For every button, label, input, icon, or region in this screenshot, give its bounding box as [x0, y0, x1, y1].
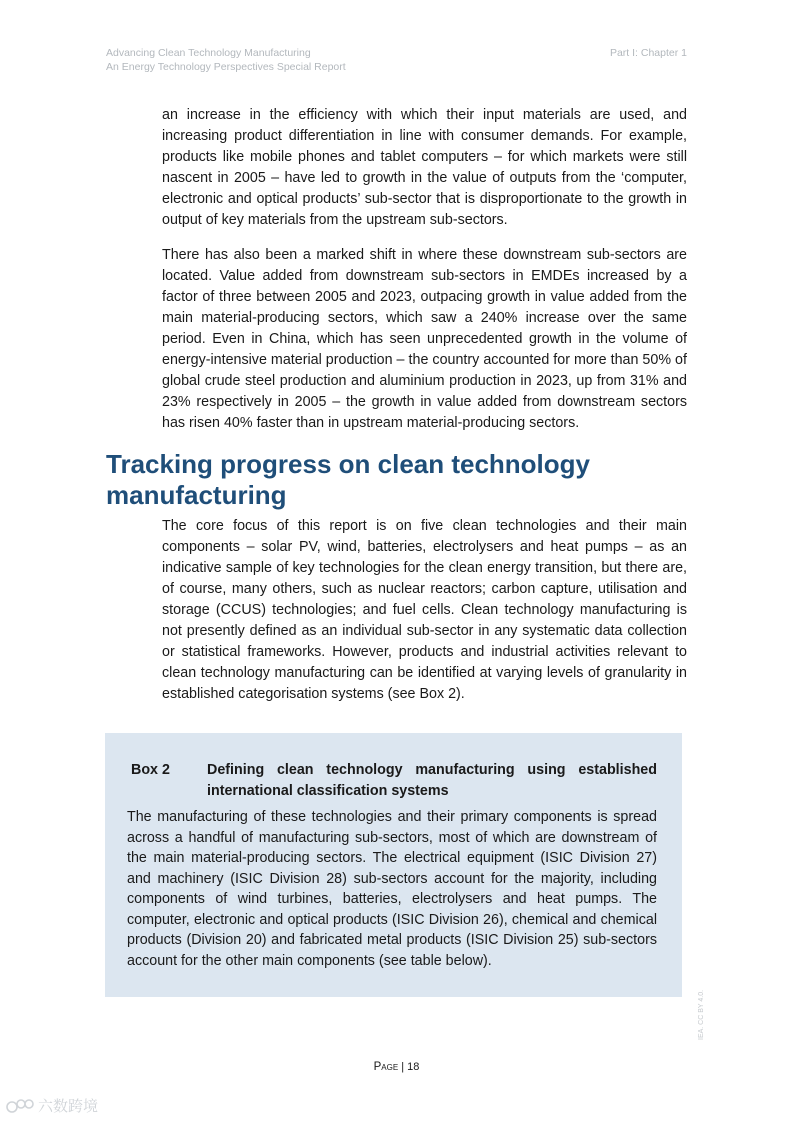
license-note: IEA. CC BY 4.0.	[698, 989, 705, 1040]
box-label: Box 2	[131, 762, 170, 778]
page-separator: |	[401, 1061, 405, 1073]
running-header	[106, 46, 346, 74]
page-footer	[0, 1061, 793, 1073]
chapter-label: Part I: Chapter 1	[609, 47, 687, 59]
box-body-text: The manufacturing of these technologies and their primary components is spread across a handful of manufacturing sub-sectors, most of which are downstream of the main material-producing sectors. The electrical equipment (ISIC Division 27) and machinery (ISIC Division 28) sub-sectors account for the majority, including components of wind turbines, batteries, electrolysers and heat pumps. The computer, electronic and optical products (ISIC Division 26), chemical and chemical products (Division 20) and fabricated metal products (ISIC Division 25) sub-sectors account for the other main components (see table below).	[127, 809, 657, 969]
report-title: Advancing Clean Technology Manufacturing	[106, 47, 311, 59]
section-heading: Tracking progress on clean technology manufacturing	[106, 449, 591, 510]
watermark	[6, 1095, 98, 1116]
body-paragraph-3: The core focus of this report is on five clean technologies and their main components – solar PV, wind, batteries, electrolysers and heat pumps – as an indicative sample of key technologies for the clean energy transition, but there are, of course, many others, such as nuclear reactors; carbon capture, utilisation and storage (CCUS) technologies; and fuel cells. Clean technology manufacturing is not presently defined as an individual sub-sector in any systematic data collection or statistical frameworks. However, products and industrial activities relevant to clean technology manufacturing can be identified at varying levels of granularity in established categorisation systems (see Box 2).	[162, 518, 687, 702]
watermark-text: 六数跨境	[38, 1098, 99, 1115]
box-title: Defining clean technology manufacturing using established international classification systems	[207, 762, 657, 799]
watermark-logo-icon	[6, 1098, 34, 1114]
report-subtitle: An Energy Technology Perspectives Special Report	[106, 61, 346, 73]
body-paragraph-2: There has also been a marked shift in where these downstream sub-sectors are located. Value added from downstream sub-sectors in EMDEs increased by a factor of three between 2005 and 2023, outpacing growth in value added from the main material-producing sectors, which saw a 240% increase over the same period. Even in China, which has seen unprecedented growth in the volume of energy-intensive material production – the country accounted for more than 50% of global crude steel production and aluminium production in 2023, up from 31% and 23% respectively in 2005 – the growth in value added from downstream sectors has risen 40% faster than in upstream material-producing sectors.	[162, 247, 687, 431]
body-paragraph-1: an increase in the efficiency with which their input materials are used, and increasing product differentiation in line with consumer demands. For example, products like mobile phones and tablet computers – for which markets were still nascent in 2005 – have led to growth in the value of outputs from the ‘computer, electronic and optical products’ sub-sector that is disproportionate to the growth in output of key materials from the upstream sub-sectors.	[162, 107, 687, 228]
page-word: Page	[373, 1061, 399, 1073]
box-2-panel	[105, 733, 682, 997]
page-number: 18	[407, 1061, 420, 1073]
